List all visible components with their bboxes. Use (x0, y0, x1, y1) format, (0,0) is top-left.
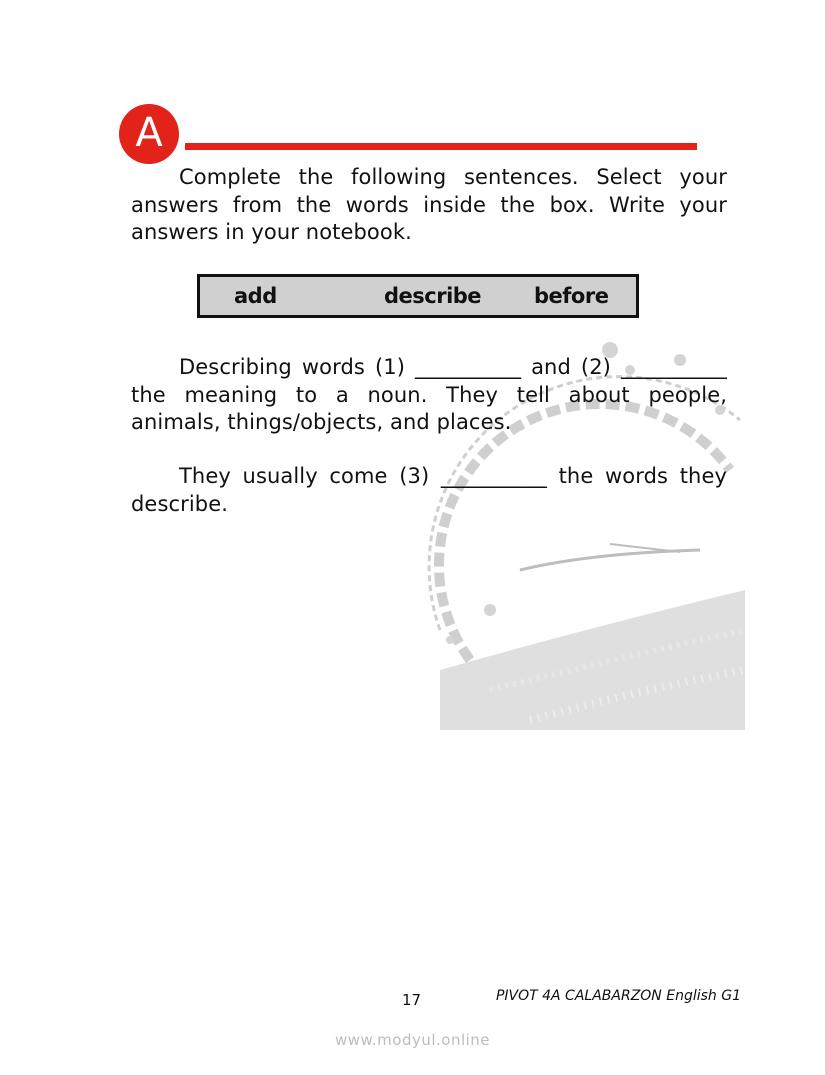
word-choice-before: before (534, 284, 609, 308)
fill-in-paragraph-1 (131, 354, 727, 437)
word-choice-add: add (234, 284, 277, 308)
fill-in-paragraph-2 (131, 463, 727, 518)
instructions-text: Complete the following sentences. Select your answers from the words inside the box. Write your answers in your notebook. (131, 165, 727, 244)
section-header-rule (185, 143, 697, 150)
word-choices-box (197, 274, 639, 318)
fill-in-text-1: Describing words (1) __________ and (2) __________ the meaning to a noun. They tell about people, animals, things/objects, and places. (131, 355, 727, 434)
website-watermark: www.modyul.online (334, 1031, 491, 1049)
word-choice-describe: describe (384, 284, 482, 308)
section-letter: A (135, 110, 163, 156)
fill-in-text-2: They usually come (3) __________ the words they describe. (131, 464, 727, 516)
publication-title: PIVOT 4A CALABARZON English G1 (495, 988, 741, 1004)
page-number: 17 (402, 991, 422, 1009)
instructions-paragraph (131, 164, 727, 247)
section-letter-badge (119, 104, 179, 164)
